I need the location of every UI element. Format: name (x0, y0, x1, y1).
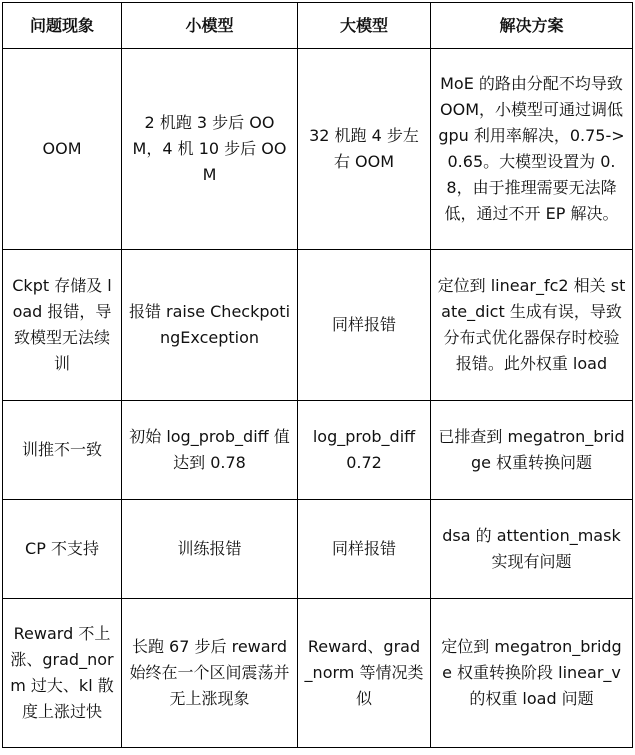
cell-text: 同样报错 (331, 315, 396, 334)
cell-large-model (298, 250, 431, 401)
header-small-model: 小模型 (122, 3, 298, 49)
cell-solution (431, 599, 633, 748)
cell-small-model (122, 599, 298, 748)
cell-text: 定位到 megatron_bridge 权重转换阶段 linear_v 的权重 load 问题 (441, 637, 622, 708)
issue-table (2, 2, 633, 748)
table-row (3, 49, 633, 250)
cell-text: Reward 不上涨、grad_norm 过大、kl 散度上涨过快 (10, 624, 114, 721)
cell-issue (3, 500, 122, 599)
cell-text: 2 机跑 3 步后 OOM，4 机 10 步后 OOM (132, 113, 287, 184)
cell-solution (431, 401, 633, 500)
cell-issue (3, 49, 122, 250)
cell-text: MoE 的路由分配不均导致 OOM，小模型可通过调低 gpu 利用率解决，0.75->0.65。大模型设置为 0.8，由于推理需要无法降低，通过不开 EP 解决。 (438, 74, 625, 223)
cell-text: 初始 log_prob_diff 值达到 0.78 (129, 427, 290, 472)
cell-text: 定位到 linear_fc2 相关 state_dict 生成有误，导致分布式优化器保存时校验报错。此外权重 load (437, 276, 626, 373)
cell-text: 训练报错 (177, 539, 242, 558)
cell-issue (3, 250, 122, 401)
cell-small-model (122, 250, 298, 401)
cell-large-model (298, 500, 431, 599)
cell-small-model (122, 500, 298, 599)
header-issue: 问题现象 (3, 3, 122, 49)
cell-solution (431, 500, 633, 599)
cell-issue (3, 599, 122, 748)
table-row (3, 401, 633, 500)
cell-text: Reward、grad_norm 等情况类似 (304, 637, 424, 708)
cell-text: CP 不支持 (25, 539, 99, 558)
cell-large-model (298, 401, 431, 500)
cell-text: log_prob_diff 0.72 (312, 427, 416, 472)
table-header-row (3, 3, 633, 49)
header-large-model: 大模型 (298, 3, 431, 49)
cell-text: 训推不一致 (21, 440, 102, 459)
issue-table-container (2, 2, 633, 748)
cell-text: Ckpt 存储及 load 报错，导致模型无法续训 (12, 276, 112, 373)
cell-solution (431, 250, 633, 401)
cell-text: 已排查到 megatron_bridge 权重转换问题 (438, 427, 625, 472)
cell-small-model (122, 401, 298, 500)
cell-large-model (298, 49, 431, 250)
table-row (3, 599, 633, 748)
cell-issue (3, 401, 122, 500)
cell-small-model (122, 49, 298, 250)
cell-text: dsa 的 attention_mask 实现有问题 (442, 526, 621, 571)
cell-solution (431, 49, 633, 250)
header-solution: 解决方案 (431, 3, 633, 49)
cell-text: 报错 raise CheckpotingException (128, 302, 291, 347)
cell-text: 同样报错 (331, 539, 396, 558)
cell-text: OOM (42, 139, 82, 158)
cell-large-model (298, 599, 431, 748)
table-row (3, 250, 633, 401)
cell-text: 32 机跑 4 步左右 OOM (309, 126, 419, 171)
table-row (3, 500, 633, 599)
cell-text: 长跑 67 步后 reward 始终在一个区间震荡并无上涨现象 (129, 637, 290, 708)
